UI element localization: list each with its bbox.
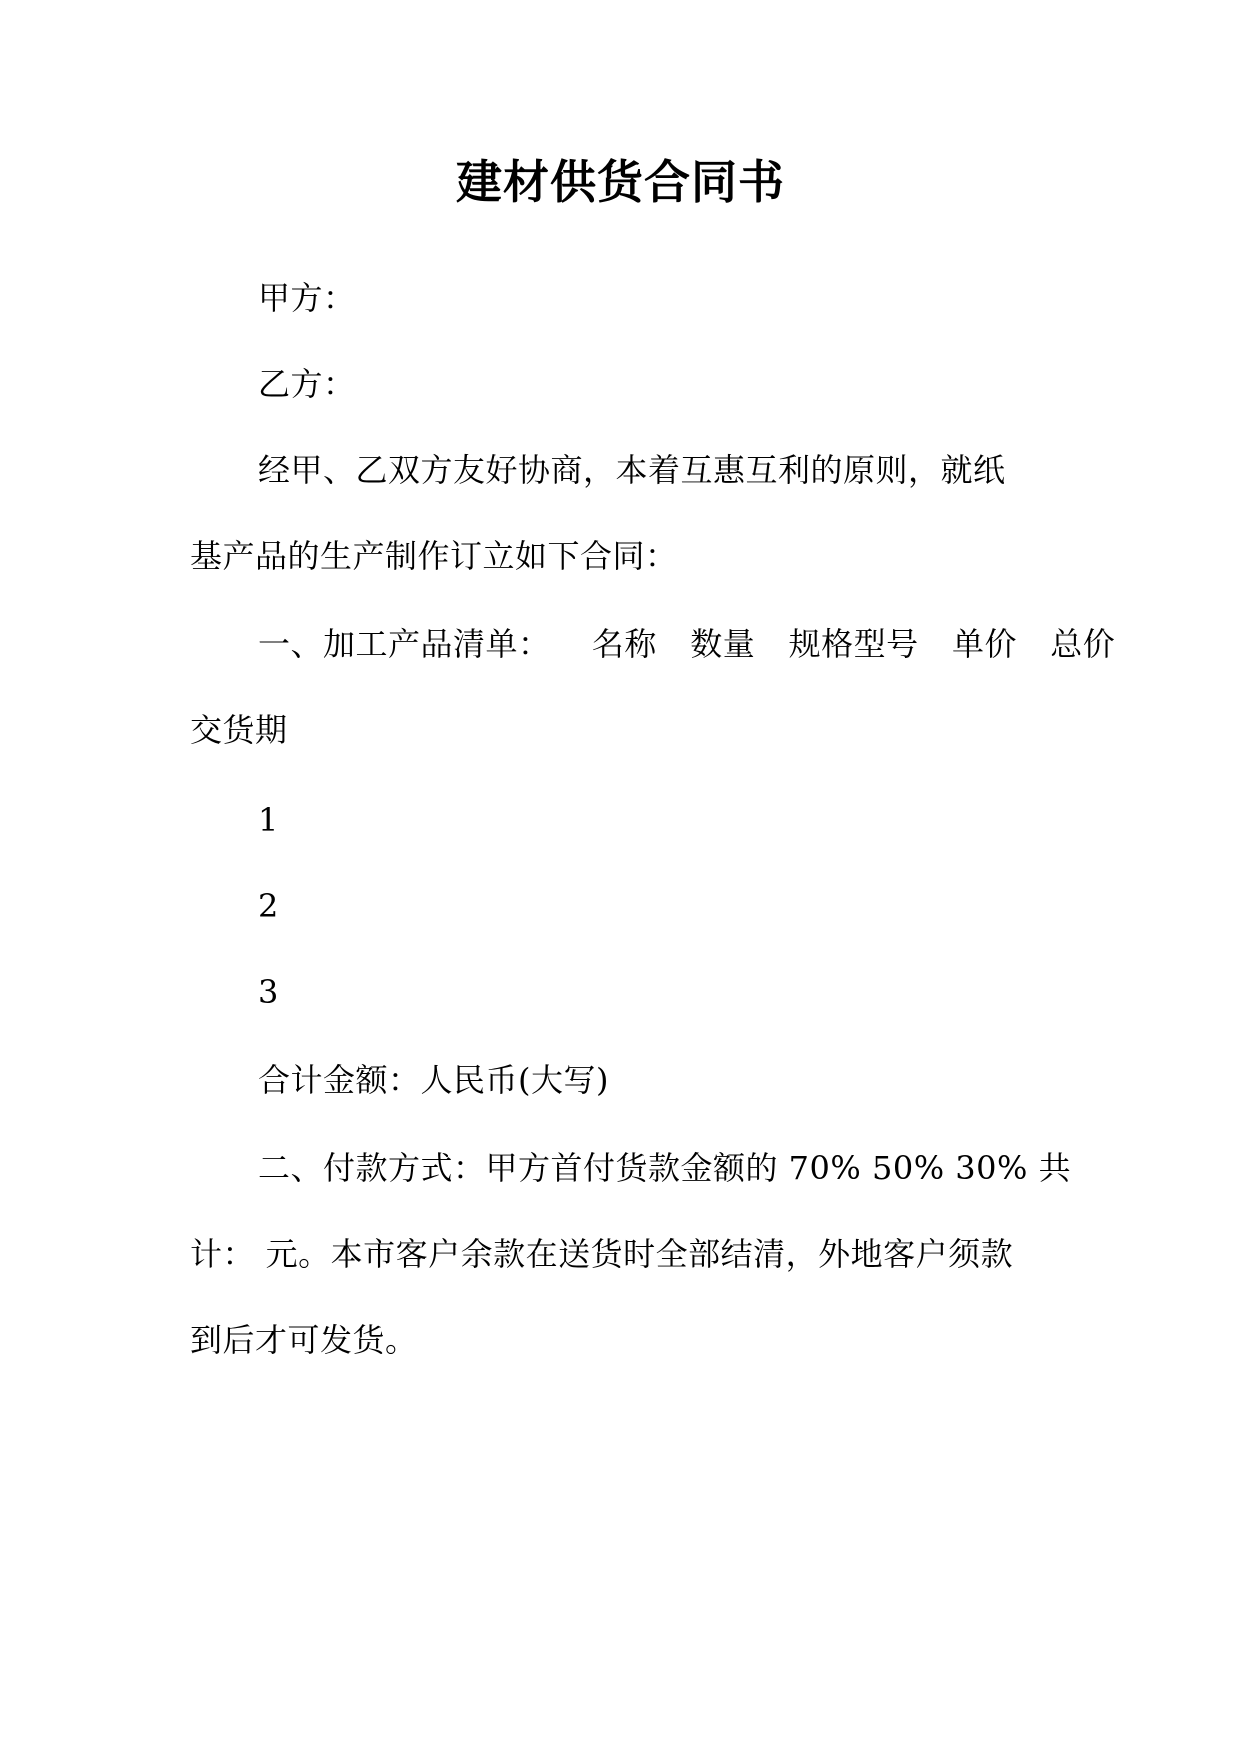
document-title: 建材供货合同书: [456, 155, 785, 209]
party-a-label: 甲方：: [258, 279, 356, 317]
column-total-price: 总价: [1050, 625, 1116, 663]
total-amount-line: 合计金额：人民币(大写): [258, 1061, 609, 1099]
list-item-1: 1: [258, 801, 279, 839]
list-item-2: 2: [258, 887, 279, 925]
list-item-3: 3: [258, 973, 279, 1011]
section-1-label: 一、加工产品清单：: [258, 625, 551, 663]
party-b-label: 乙方：: [258, 365, 356, 403]
product-list-heading: [258, 622, 1115, 666]
column-quantity: 数量: [690, 625, 756, 663]
column-spec-model: 规格型号: [788, 625, 919, 663]
payment-terms-line-2: 计： 元。本市客户余款在送货时全部结清，外地客户须款: [190, 1235, 1014, 1273]
payment-terms-line-3: 到后才可发货。: [190, 1321, 418, 1359]
payment-terms-line-1: 二、付款方式：甲方首付货款金额的 70% 50% 30% 共: [258, 1149, 1072, 1187]
column-name: 名称: [591, 625, 657, 663]
column-delivery-date: 交货期: [190, 711, 288, 749]
column-unit-price: 单价: [951, 625, 1017, 663]
intro-paragraph-line-1: 经甲、乙双方友好协商，本着互惠互利的原则，就纸: [258, 451, 1006, 489]
intro-paragraph-line-2: 基产品的生产制作订立如下合同：: [190, 537, 678, 575]
